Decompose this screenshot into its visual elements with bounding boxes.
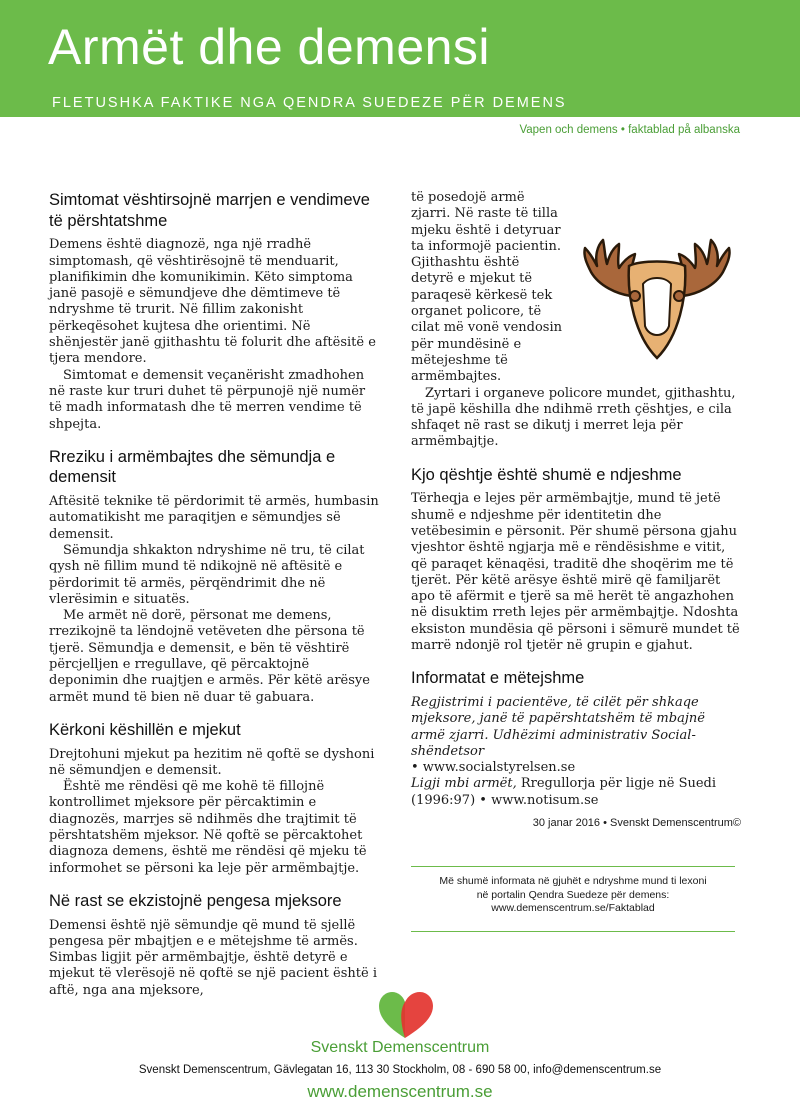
section-symptoms (49, 190, 382, 433)
paragraph: Sëmundja shkakton ndryshime në tru, të cilat qysh në fillim mund të ndikojnë në aftësitë e përdorimit të armës, përqëndrimit dhe në vlerësimin e situatës. (49, 542, 365, 607)
paragraph: Është me rëndësi që me kohë të fillojnë kontrollimet mjeksore për përcaktimin e diagnozës, marrjes së ndihmës dhe trajtimit të përshtatshëm mjeksor. Në qoftë se përcaktohet diagnoza demens, është me rëndësi që mjeku të informohet se përsoni ka leje për armëmbajtje. (49, 779, 367, 876)
section-title: Në rast se ekzistojnë pengesa mjeksore (49, 891, 342, 910)
illustration-spacer (565, 238, 741, 358)
section-title: Kjo qështje është shumë e ndjeshme (411, 465, 682, 484)
info-line: Më shumë informata në gjuhët e ndryshme mund ti lexoni (439, 875, 707, 887)
section-doctor-advice (49, 720, 382, 877)
page-subtitle: FLETUSHKA FAKTIKE NGA QENDRA SUEDEZE PËR DEMENS (52, 95, 567, 111)
paragraph: Zyrtari i organeve policore mundet, gjithashtu, të japë këshilla dhe ndihmë rreth çështjes, e cila shfaqet në rast se dikutj i merret leja për armëmbajtje. (411, 385, 736, 450)
section-title: Rreziku i armëmbajtes dhe sëmundja e demensit (49, 447, 336, 487)
left-column (49, 190, 382, 1013)
paragraph: Demensi është një sëmundje që mund të sjellë pengesa për mbajtjen e e mëtejshme të armës. Simbas ligjit për armëmbajtje, është detyrë e mjekut të vlerësojë në qoftë se një pacient është i aftë, nga ana mjeksore, (49, 917, 377, 998)
info-link[interactable]: www.demenscentrum.se/Faktablad (491, 902, 655, 914)
reference-law (411, 776, 741, 809)
header-banner (0, 0, 800, 117)
footer-website[interactable]: www.demenscentrum.se (307, 1082, 493, 1101)
paragraph: Tërheqja e lejes për armëmbajtje, mund të jetë shumë e ndjeshme për identitetin dhe vetëbesimin e përsonit. Për shumë përsona gjahu vjeshtor është ngjarja më e rëndësishme e vitit, që paraqet kënaqësi, traditë dhe shoqërim me të tjerët. Për këtë arësye është mirë që familjarët apo të afërmit e tjerë sa më herët të angazhohen në disuktim rreth lejes për armëmbajtje. Ndoshta eksiston mundësia që përsoni i sëmurë mundet të marrë ndonjë rol tjetër në grupin e gjahut. (411, 491, 740, 654)
paragraph (411, 190, 741, 386)
tagline: Vapen och demens • faktablad på albanska (519, 124, 740, 136)
info-line: në portalin Qendra Suedeze për demens: (476, 888, 670, 901)
section-title: Kërkoni këshillën e mjekut (49, 720, 241, 739)
info-box (411, 866, 735, 932)
dateline: 30 janar 2016 • Svenskt Demenscentrum© (532, 817, 741, 830)
section-title: Informatat e mëtejshme (411, 669, 585, 688)
paragraph: Aftësitë teknike të përdorimit të armës, humbasin automatikisht me paraqitjen e sëmundjes së demensit. (49, 494, 379, 542)
page-title: Armët dhe demensi (48, 19, 491, 75)
section-continued (411, 190, 741, 451)
section-sensitive (411, 465, 741, 655)
paragraph: Drejtohuni mjekut pa hezitim në qoftë se dyshoni në sëmundjen e demensit. (49, 746, 375, 778)
heart-logo-icon (375, 990, 437, 1040)
paragraph: Me armët në dorë, përsonat me demens, rrezikojnë ta lëndojnë vetëveten dhe përsona të tjerë. Sëmundja e demensit, e bën të vështirë përcjelljen e rregullave, që përcaktojnë deponimin dhe ruajtjen e armës. Për këtë arësye armët mund të bien në duar të gabuara. (49, 608, 370, 705)
section-further-info (411, 668, 741, 829)
reference-law-text: Rregullorja për ligje në Suedi (1996:97) • www.notisum.se (411, 776, 717, 808)
reference-link[interactable]: • www.socialstyrelsen.se (411, 760, 576, 776)
right-column (411, 190, 741, 843)
section-title: Simtomat vështirsojnë marrjen e vendimeve të përshtatshme (49, 191, 370, 230)
brand-name: Svenskt Demenscentrum (310, 1039, 490, 1056)
paragraph-text: të posedojë armë zjarri. Në raste të tilla mjeku është i detyruar ta informojë pacientin. Gjithashtu është detyrë e mjekut të paraqesë kërkesë tek organet policore, të cilat më vonë vendosin për mundësinë e mëtejeshme të armëmbajtes. (411, 190, 562, 385)
section-risk (49, 447, 382, 706)
reference-title: Regjistrimi i pacientëve, të cilët për shkaqe mjeksore, janë të papërshtatshëm të mbajnë armë zjarri. Udhëzimi administrativ Social-shëndetsor (411, 694, 705, 759)
section-medical-obstacles (49, 891, 382, 999)
footer-address: Svenskt Demenscentrum, Gävlegatan 16, 113 30 Stockholm, 08 - 690 58 00, info@demenscentrum.se (138, 1064, 662, 1076)
reference-law-title: Ligji mbi armët, (411, 776, 517, 792)
paragraph: Simtomat e demensit veçanërisht zmadhohen në raste kur truri duhet të përpunojë një numër të madh informatash dhe të merren vendime të shpejta. (49, 367, 366, 432)
paragraph: Demens është diagnozë, nga një rradhë simptomash, që vështirësojnë të menduarit, planifikimin dhe komunikimin. Këto simptoma janë pasojë e sëmundjeve dhe dëmtimeve të ndryshme të trurit. Në fillim zakonisht përkeqësohet kujtesa dhe orientimi. Në shënjestër janë gjithashtu të folurit dhe aftësitë e tjera mendore. (49, 237, 376, 367)
